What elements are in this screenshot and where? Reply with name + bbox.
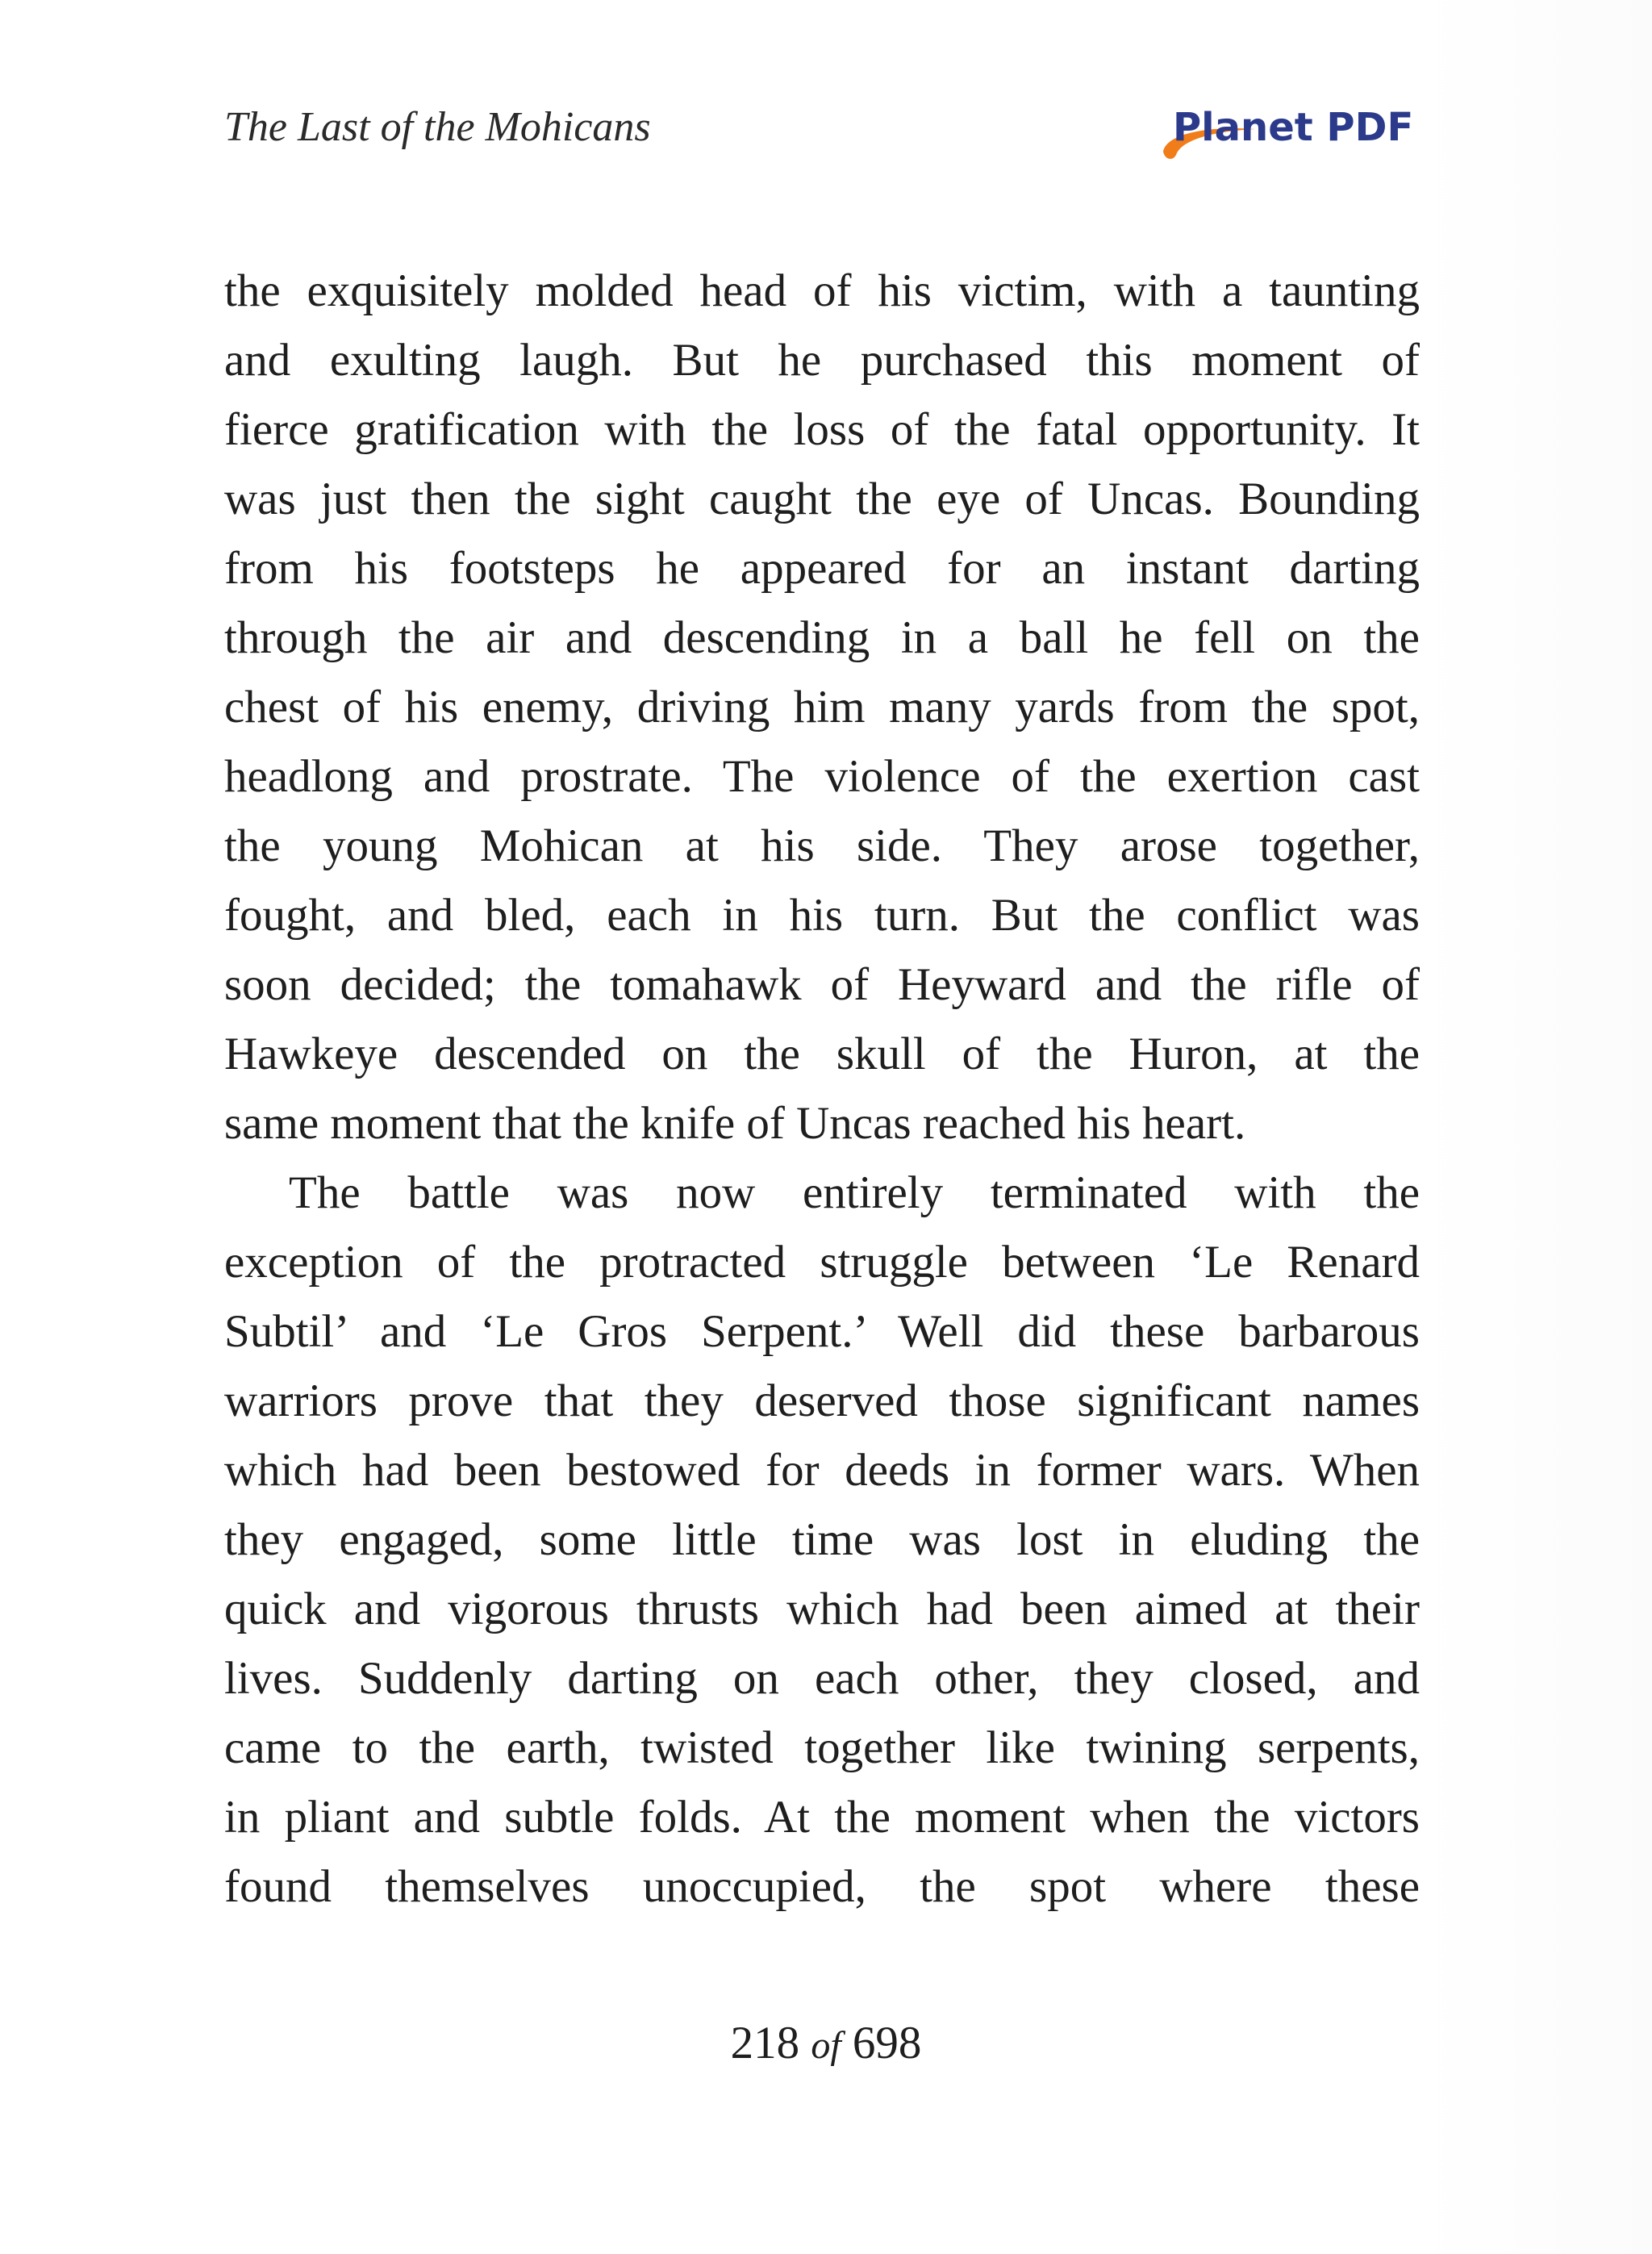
text-line-paragraph-end: same moment that the knife of Uncas reached his heart. [224, 1098, 1246, 1149]
text-line: headlong and prostrate. The violence of the exertion cast [224, 751, 1420, 802]
text-line-paragraph-start: The battle was now entirely terminated with the [289, 1167, 1420, 1218]
text-line: Subtil’ and ‘Le Gros Serpent.’ Well did these barbarous [224, 1306, 1420, 1357]
text-line: lives. Suddenly darting on each other, they closed, and [224, 1653, 1420, 1704]
text-line: Hawkeye descended on the skull of the Huron, at the [224, 1029, 1420, 1079]
text-line: fought, and bled, each in his turn. But the conflict was [224, 890, 1420, 941]
text-line: found themselves unoccupied, the spot where these [224, 1861, 1420, 1912]
page-edge-shadow [1420, 0, 1652, 2254]
text-line: through the air and descending in a ball he fell on the [224, 612, 1420, 663]
logo-word-pdf: PDF [1326, 105, 1414, 150]
text-line: from his footsteps he appeared for an instant darting [224, 543, 1420, 594]
text-line: they engaged, some little time was lost in eluding the [224, 1514, 1420, 1565]
body-text [224, 257, 1420, 1922]
text-line: the young Mohican at his side. They arose together, [224, 820, 1420, 871]
logo-wordmark [1173, 105, 1414, 150]
text-line: which had been bestowed for deeds in former wars. When [224, 1445, 1420, 1496]
page-of-label: of [811, 2024, 841, 2067]
page-current: 218 [730, 2018, 800, 2068]
text-line: was just then the sight caught the eye of Uncas. Bounding [224, 474, 1420, 524]
running-header-title: The Last of the Mohicans [224, 104, 651, 150]
text-line: soon decided; the tomahawk of Heyward and the rifle of [224, 959, 1420, 1010]
page-number [0, 2020, 1652, 2066]
text-line: chest of his enemy, driving him many yards from the spot, [224, 682, 1420, 733]
text-line: fierce gratification with the loss of the fatal opportunity. It [224, 404, 1420, 455]
text-line: in pliant and subtle folds. At the moment when the victors [224, 1792, 1420, 1843]
text-line: came to the earth, twisted together like twining serpents, [224, 1722, 1420, 1773]
text-line: exception of the protracted struggle between ‘Le Renard [224, 1237, 1420, 1288]
page-total: 698 [852, 2018, 922, 2068]
text-line: quick and vigorous thrusts which had been aimed at their [224, 1584, 1420, 1634]
logo-word-planet: Planet [1173, 105, 1313, 150]
text-line: the exquisitely molded head of his victim, with a taunting [224, 265, 1420, 316]
text-line: warriors prove that they deserved those significant names [224, 1375, 1420, 1426]
text-line: and exulting laugh. But he purchased this moment of [224, 335, 1420, 386]
planet-pdf-logo[interactable] [1158, 102, 1425, 166]
